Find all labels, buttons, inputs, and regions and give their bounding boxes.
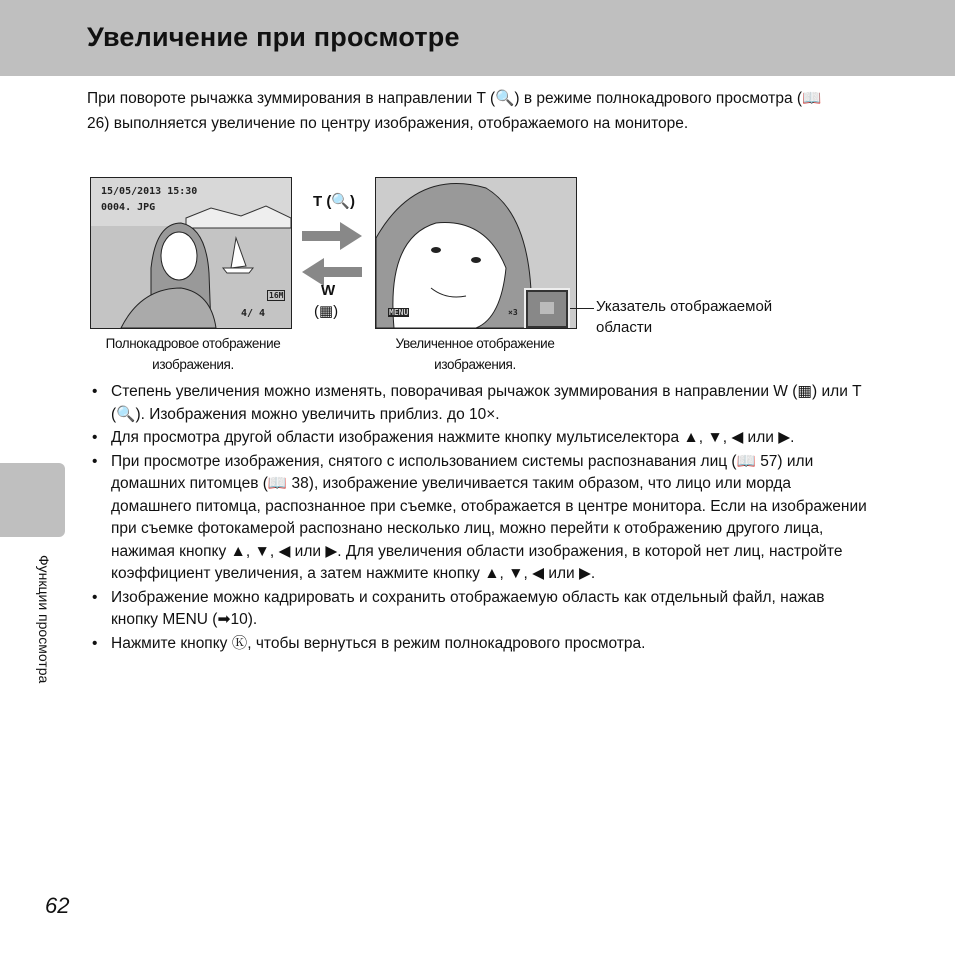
intro-paragraph: При повороте рычажка зуммирования в направлении T (🔍) в режиме полнокадрового просмотра (📖 26) выполняется увеличение по центру изображения, отображаемого на мониторе. <box>87 90 822 132</box>
frame-counter: 4/ 4 <box>241 308 266 319</box>
section-tab <box>0 463 65 537</box>
caption-full-frame: Полнокадровое отображение изображения. <box>105 336 281 372</box>
bullet-item: • Степень увеличения можно изменять, поворачивая рычажок зуммирования в направлении W (▦) или T (🔍). Изображения можно увеличить приблиз. до 10×. <box>92 381 867 426</box>
section-label: Функции просмотра <box>36 555 52 684</box>
bullet-list <box>92 381 867 656</box>
full-frame-screen <box>90 177 292 329</box>
scene-illustration <box>91 178 291 328</box>
file-name: 0004. JPG <box>101 202 156 213</box>
pointer-label: Указатель отображаемой области <box>596 298 773 336</box>
display-area-indicator <box>526 290 568 328</box>
page-title: Увеличение при просмотре <box>87 22 460 52</box>
wide-icon: (▦) <box>314 303 339 320</box>
bullet-item: • Для просмотра другой области изображения нажмите кнопку мультиселектора ▲, ▼, ◀ или ▶. <box>92 427 867 450</box>
page-number: 62 <box>45 893 70 918</box>
bullet-item: • Нажмите кнопку Ⓚ, чтобы вернуться в режим полнокадрового просмотра. <box>92 633 867 656</box>
date-time: 15/05/2013 15:30 <box>101 186 198 197</box>
zoom-arrows <box>300 222 364 288</box>
menu-icon: MENU <box>389 308 409 317</box>
zoom-ratio: ×3 <box>508 308 518 317</box>
caption-zoomed: Увеличенное отображение изображения. <box>395 336 555 372</box>
bullet-item: • Изображение можно кадрировать и сохранить отображаемую область как отдельный файл, нажав кнопку MENU (➡10). <box>92 587 867 632</box>
arrow-right-icon <box>302 222 362 250</box>
image-size-icon: 16M <box>269 291 284 300</box>
pointer-line <box>570 308 594 309</box>
bullet-item: • При просмотре изображения, снятого с использованием системы распознавания лиц (📖 57) или домашних питомцев (📖 38), изображение увеличивается таким образом, что лицо или морда домашнего питомца, распознанное при съемке, отображается в центре монитора. Если на изображении при съемке фотокамерой распознано несколько лиц, можно перейти к отображению другого лица, нажимая кнопку ▲, ▼, ◀ или ▶. Для увеличения области изображения, в которой нет лиц, настройте коэффициент увеличения, а затем нажмите кнопку ▲, ▼, ◀ или ▶. <box>92 451 867 586</box>
wide-label: W <box>321 282 336 299</box>
tele-label: T (🔍) <box>313 193 355 210</box>
zoomed-screen <box>375 177 577 329</box>
